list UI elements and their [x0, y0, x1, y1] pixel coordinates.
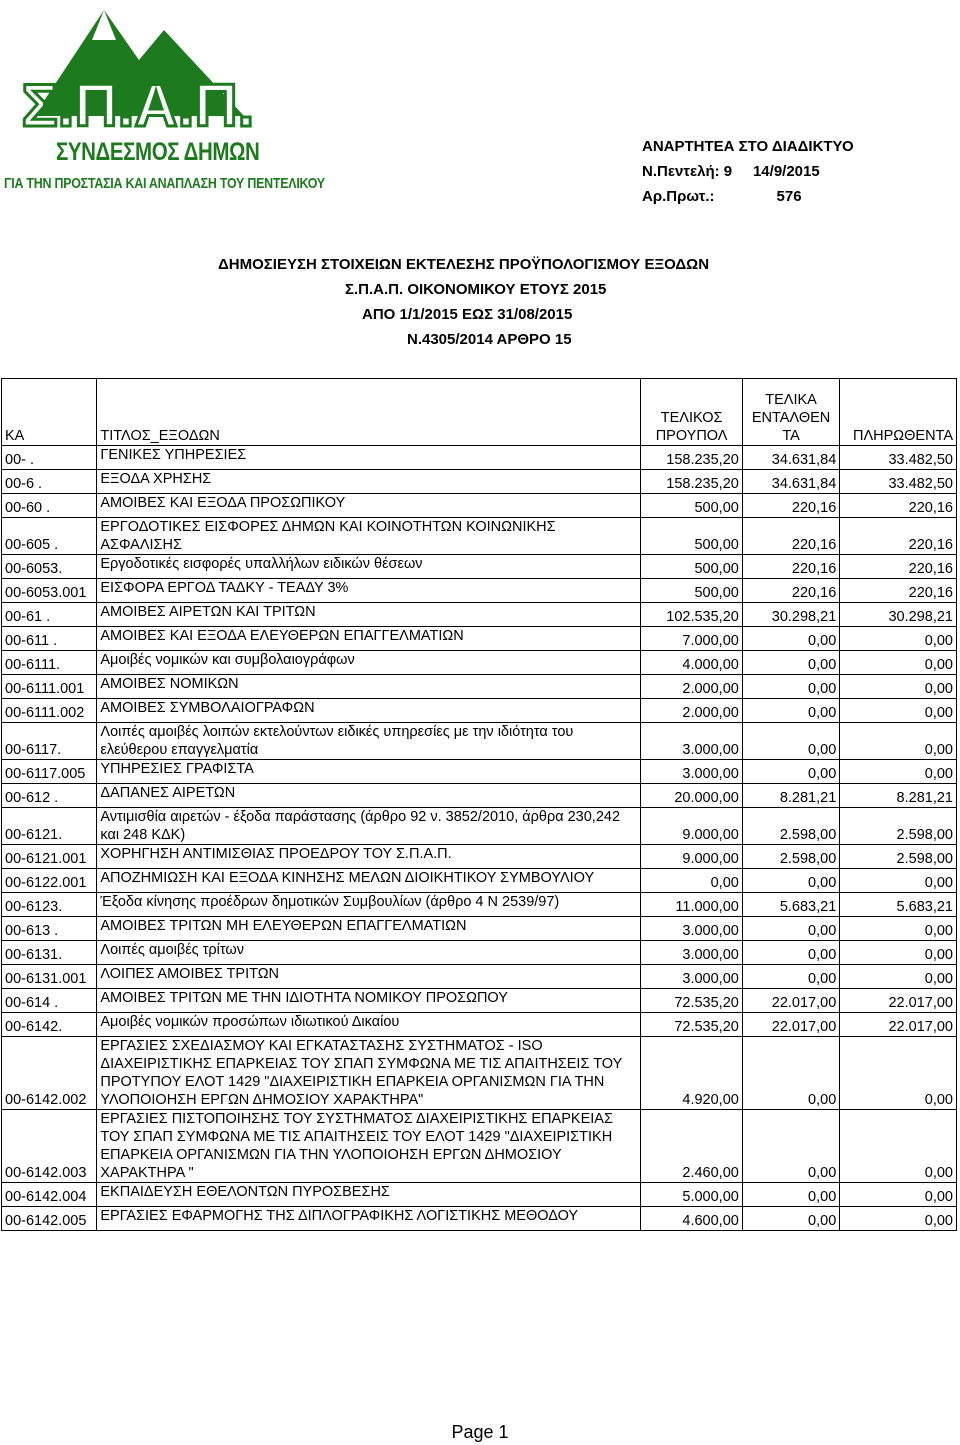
table-row — [2, 1183, 957, 1207]
row-budget: 3.000,00 — [641, 760, 742, 784]
title-period: ΑΠΟ 1/1/2015 ΕΩΣ 31/08/2015 — [362, 306, 573, 323]
row-paid: 0,00 — [840, 1183, 957, 1207]
row-committed: 220,16 — [742, 494, 839, 518]
row-committed: 0,00 — [742, 675, 839, 699]
row-budget: 3.000,00 — [641, 965, 742, 989]
table-row — [2, 1013, 957, 1037]
table-row — [2, 965, 957, 989]
row-description: Λοιπές αμοιβές τρίτων — [97, 941, 641, 965]
row-code: 00-6121. — [2, 808, 97, 845]
row-budget: 4.000,00 — [641, 651, 742, 675]
row-committed: 0,00 — [742, 699, 839, 723]
row-code: 00-6142.003 — [2, 1110, 97, 1183]
row-committed: 220,16 — [742, 518, 839, 555]
expenses-table — [1, 378, 957, 1231]
table-row — [2, 723, 957, 760]
row-description: ΕΙΣΦΟΡΑ ΕΡΓΟΔ ΤΑΔΚΥ - ΤΕΑΔΥ 3% — [97, 579, 641, 603]
row-budget: 7.000,00 — [641, 627, 742, 651]
row-description: Αμοιβές νομικών προσώπων ιδιωτικού Δικαίου — [97, 1013, 641, 1037]
row-description: ΛΟΙΠΕΣ ΑΜΟΙΒΕΣ ΤΡΙΤΩΝ — [97, 965, 641, 989]
row-committed: 22.017,00 — [742, 989, 839, 1013]
row-description: ΕΡΓΑΣΙΕΣ ΣΧΕΔΙΑΣΜΟΥ ΚΑΙ ΕΓΚΑΤΑΣΤΑΣΗΣ ΣΥΣΤΗΜΑΤΟΣ - ISO ΔΙΑΧΕΙΡΙΣΤΙΚΗΣ ΕΠΑΡΚΕΙΑΣ ΤΟΥ ΣΠΑΠ ΣΥΜΦΩΝΑ ΜΕ ΤΙΣ ΑΠΑΙΤΗΣΕΙΣ ΤΟΥ ΠΡΟΤΥΠΟΥ ΕΛΟΤ 1429 "ΔΙΑΧΕΙΡΙΣΤΙΚΗ ΕΠΑΡΚΕΙΑ ΟΡΓΑΝΙΣΜΩΝ ΓΙΑ ΤΗΝ ΥΛΟΠΟΙΟΗΣΗ ΕΡΓΩΝ ΔΗΜΟΣΙΟΥ ΧΑΡΑΚΤΗΡΑ" — [97, 1037, 641, 1110]
row-committed: 2.598,00 — [742, 845, 839, 869]
protocol-label: Αρ.Πρωτ.: — [642, 188, 715, 205]
page-number: Page 1 — [451, 1422, 509, 1442]
row-paid: 2.598,00 — [840, 845, 957, 869]
row-code: 00-6053. — [2, 555, 97, 579]
row-budget: 4.920,00 — [641, 1037, 742, 1110]
row-paid: 0,00 — [840, 723, 957, 760]
row-budget: 4.600,00 — [641, 1207, 742, 1231]
row-budget: 3.000,00 — [641, 723, 742, 760]
header-paid: ΠΛΗΡΩΘΕΝΤΑ — [840, 379, 957, 446]
row-description: ΑΜΟΙΒΕΣ ΚΑΙ ΕΞΟΔΑ ΕΛΕΥΘΕΡΩΝ ΕΠΑΓΓΕΛΜΑΤΙΩΝ — [97, 627, 641, 651]
header-title: ΤΙΤΛΟΣ_ΕΞΟΔΩΝ — [97, 379, 641, 446]
table-row — [2, 784, 957, 808]
row-committed: 22.017,00 — [742, 1013, 839, 1037]
table-row — [2, 555, 957, 579]
row-code: 00-6123. — [2, 893, 97, 917]
row-committed: 0,00 — [742, 941, 839, 965]
row-code: 00-6 . — [2, 470, 97, 494]
row-code: 00-613 . — [2, 917, 97, 941]
logo-graphic — [4, 0, 272, 140]
table-row — [2, 893, 957, 917]
place-date-line — [642, 159, 854, 184]
row-description: ΑΠΟΖΗΜΙΩΣΗ ΚΑΙ ΕΞΟΔΑ ΚΙΝΗΣΗΣ ΜΕΛΩΝ ΔΙΟΙΚΗΤΙΚΟΥ ΣΥΜΒΟΥΛΙΟΥ — [97, 869, 641, 893]
row-code: 00-614 . — [2, 989, 97, 1013]
row-paid: 0,00 — [840, 1037, 957, 1110]
row-code: 00-6131.001 — [2, 965, 97, 989]
row-paid: 5.683,21 — [840, 893, 957, 917]
row-paid: 0,00 — [840, 1207, 957, 1231]
row-description: ΕΡΓΑΣΙΕΣ ΕΦΑΡΜΟΓΗΣ ΤΗΣ ΔΙΠΛΟΓΡΑΦΙΚΗΣ ΛΟΓΙΣΤΙΚΗΣ ΜΕΘΟΔΟΥ — [97, 1207, 641, 1231]
row-description: ΑΜΟΙΒΕΣ ΤΡΙΤΩΝ ΜΗ ΕΛΕΥΘΕΡΩΝ ΕΠΑΓΓΕΛΜΑΤΙΩΝ — [97, 917, 641, 941]
header-committed: ΤΕΛΙΚΑ ΕΝΤΑΛΘΕΝ ΤΑ — [742, 379, 839, 446]
logo-line-1: ΣΥΝΔΕΣΜΟΣ ΔΗΜΩΝ — [56, 138, 260, 166]
row-description: Εργοδοτικές εισφορές υπαλλήλων ειδικών θέσεων — [97, 555, 641, 579]
row-committed: 0,00 — [742, 1037, 839, 1110]
row-budget: 9.000,00 — [641, 845, 742, 869]
row-description: ΓΕΝΙΚΕΣ ΥΠΗΡΕΣΙΕΣ — [97, 446, 641, 470]
row-committed: 220,16 — [742, 555, 839, 579]
row-paid: 220,16 — [840, 518, 957, 555]
row-committed: 0,00 — [742, 1207, 839, 1231]
row-committed: 0,00 — [742, 917, 839, 941]
row-code: 00-6117. — [2, 723, 97, 760]
table-row — [2, 808, 957, 845]
table-row — [2, 941, 957, 965]
row-code: 00-6111. — [2, 651, 97, 675]
row-paid: 0,00 — [840, 1110, 957, 1183]
row-committed: 0,00 — [742, 723, 839, 760]
table-row — [2, 627, 957, 651]
organization-logo — [4, 0, 325, 200]
table-row — [2, 470, 957, 494]
table-header-row — [2, 379, 957, 446]
row-budget: 3.000,00 — [641, 941, 742, 965]
logo-letters: Σ.Π.Α.Π. — [21, 72, 255, 139]
row-code: 00-6117.005 — [2, 760, 97, 784]
title-main: ΔΗΜΟΣΙΕΥΣΗ ΣΤΟΙΧΕΙΩΝ ΕΚΤΕΛΕΣΗΣ ΠΡΟΫΠΟΛΟΓΙΣΜΟΥ ΕΞΟΔΩΝ — [218, 256, 710, 273]
row-committed: 0,00 — [742, 651, 839, 675]
table-row — [2, 917, 957, 941]
row-committed: 0,00 — [742, 760, 839, 784]
row-code: 00-6121.001 — [2, 845, 97, 869]
row-code: 00-6122.001 — [2, 869, 97, 893]
row-code: 00-6142.004 — [2, 1183, 97, 1207]
row-paid: 22.017,00 — [840, 1013, 957, 1037]
header-budget: ΤΕΛΙΚΟΣ ΠΡΟΥΠΟΛ — [641, 379, 742, 446]
row-code: 00-605 . — [2, 518, 97, 555]
row-budget: 500,00 — [641, 494, 742, 518]
row-code: 00-60 . — [2, 494, 97, 518]
row-committed: 0,00 — [742, 1110, 839, 1183]
row-description: Αντιμισθία αιρετών - έξοδα παράστασης (άρθρο 92 ν. 3852/2010, άρθρα 230,242 και 248 ΚΔΚ) — [97, 808, 641, 845]
table-row — [2, 494, 957, 518]
row-committed: 34.631,84 — [742, 446, 839, 470]
protocol-number: 576 — [776, 188, 802, 205]
posting-info — [642, 134, 854, 209]
table-row — [2, 1037, 957, 1110]
row-budget: 500,00 — [641, 555, 742, 579]
row-budget: 500,00 — [641, 518, 742, 555]
row-budget: 72.535,20 — [641, 989, 742, 1013]
row-paid: 33.482,50 — [840, 470, 957, 494]
row-budget: 3.000,00 — [641, 917, 742, 941]
posting-date: 14/9/2015 — [752, 163, 820, 180]
row-code: 00-612 . — [2, 784, 97, 808]
row-paid: 0,00 — [840, 675, 957, 699]
row-description: Λοιπές αμοιβές λοιπών εκτελούντων ειδικές υπηρεσίες με την ιδιότητα του ελεύθερου επαγγελματία — [97, 723, 641, 760]
row-code: 00- . — [2, 446, 97, 470]
row-budget: 5.000,00 — [641, 1183, 742, 1207]
row-paid: 33.482,50 — [840, 446, 957, 470]
row-description: ΕΡΓΑΣΙΕΣ ΠΙΣΤΟΠΟΙΗΣΗΣ ΤΟΥ ΣΥΣΤΗΜΑΤΟΣ ΔΙΑΧΕΙΡΙΣΤΙΚΗΣ ΕΠΑΡΚΕΙΑΣ ΤΟΥ ΣΠΑΠ ΣΥΜΦΩΝΑ ΜΕ ΤΙΣ ΑΠΑΙΤΗΣΕΙΣ ΤΟΥ ΕΛΟΤ 1429 "ΔΙΑΧΕΙΡΙΣΤΙΚΗ ΕΠΑΡΚΕΙΑ ΟΡΓΑΝΙΣΜΩΝ ΓΙΑ ΤΗΝ ΥΛΟΠΟΙΟΗΣΗ ΕΡΓΩΝ ΔΗΜΟΣΙΟΥ ΧΑΡΑΚΤΗΡΑ " — [97, 1110, 641, 1183]
row-committed: 5.683,21 — [742, 893, 839, 917]
row-budget: 72.535,20 — [641, 1013, 742, 1037]
row-description: Έξοδα κίνησης προέδρων δημοτικών Συμβουλίων (άρθρο 4 Ν 2539/97) — [97, 893, 641, 917]
row-code: 00-6111.001 — [2, 675, 97, 699]
table-row — [2, 446, 957, 470]
table-row — [2, 579, 957, 603]
row-code: 00-6142. — [2, 1013, 97, 1037]
row-description: ΕΞΟΔΑ ΧΡΗΣΗΣ — [97, 470, 641, 494]
row-paid: 0,00 — [840, 651, 957, 675]
row-description: ΑΜΟΙΒΕΣ ΑΙΡΕΤΩΝ ΚΑΙ ΤΡΙΤΩΝ — [97, 603, 641, 627]
row-paid: 8.281,21 — [840, 784, 957, 808]
row-code: 00-611 . — [2, 627, 97, 651]
row-budget: 102.535,20 — [641, 603, 742, 627]
row-description: ΔΑΠΑΝΕΣ ΑΙΡΕΤΩΝ — [97, 784, 641, 808]
table-row — [2, 651, 957, 675]
row-budget: 2.460,00 — [641, 1110, 742, 1183]
table-row — [2, 760, 957, 784]
row-paid: 2.598,00 — [840, 808, 957, 845]
posting-label: ΑΝΑΡΤΗΤΕΑ ΣΤΟ ΔΙΑΔΙΚΤΥΟ — [642, 138, 854, 155]
table-row — [2, 1110, 957, 1183]
row-paid: 0,00 — [840, 917, 957, 941]
row-committed: 34.631,84 — [742, 470, 839, 494]
row-budget: 158.235,20 — [641, 470, 742, 494]
row-description: ΥΠΗΡΕΣΙΕΣ ΓΡΑΦΙΣΤΑ — [97, 760, 641, 784]
row-paid: 0,00 — [840, 941, 957, 965]
row-paid: 0,00 — [840, 627, 957, 651]
row-paid: 0,00 — [840, 760, 957, 784]
logo-line-2: ΓΙΑ ΤΗΝ ΠΡΟΣΤΑΣΙΑ ΚΑΙ ΑΝΑΠΛΑΣΗ ΤΟΥ ΠΕΝΤΕΛΙΚΟΥ — [4, 175, 325, 192]
title-org-year: Σ.Π.Α.Π. ΟΙΚΟΝΟΜΙΚΟΥ ΕΤΟΥΣ 2015 — [345, 281, 607, 298]
protocol-line — [642, 184, 854, 209]
row-committed: 0,00 — [742, 627, 839, 651]
row-budget: 2.000,00 — [641, 699, 742, 723]
row-paid: 220,16 — [840, 494, 957, 518]
row-budget: 9.000,00 — [641, 808, 742, 845]
row-committed: 220,16 — [742, 579, 839, 603]
row-committed: 0,00 — [742, 965, 839, 989]
row-budget: 20.000,00 — [641, 784, 742, 808]
table-row — [2, 675, 957, 699]
row-description: ΑΜΟΙΒΕΣ ΚΑΙ ΕΞΟΔΑ ΠΡΟΣΩΠΙΚΟΥ — [97, 494, 641, 518]
row-description: ΑΜΟΙΒΕΣ ΣΥΜΒΟΛΑΙΟΓΡΑΦΩΝ — [97, 699, 641, 723]
row-budget: 2.000,00 — [641, 675, 742, 699]
row-budget: 0,00 — [641, 869, 742, 893]
row-code: 00-6131. — [2, 941, 97, 965]
row-budget: 500,00 — [641, 579, 742, 603]
row-committed: 0,00 — [742, 1183, 839, 1207]
table-row — [2, 989, 957, 1013]
row-code: 00-6142.002 — [2, 1037, 97, 1110]
row-description: ΧΟΡΗΓΗΣΗ ΑΝΤΙΜΙΣΘΙΑΣ ΠΡΟΕΔΡΟΥ ΤΟΥ Σ.Π.Α.Π. — [97, 845, 641, 869]
row-paid: 30.298,21 — [840, 603, 957, 627]
place-label: Ν.Πεντελή: 9 — [642, 163, 733, 180]
row-code: 00-6053.001 — [2, 579, 97, 603]
row-code: 00-61 . — [2, 603, 97, 627]
row-committed: 8.281,21 — [742, 784, 839, 808]
row-description: Αμοιβές νομικών και συμβολαιογράφων — [97, 651, 641, 675]
row-committed: 0,00 — [742, 869, 839, 893]
row-description: ΕΚΠΑΙΔΕΥΣΗ ΕΘΕΛΟΝΤΩΝ ΠΥΡΟΣΒΕΣΗΣ — [97, 1183, 641, 1207]
table-row — [2, 845, 957, 869]
row-budget: 158.235,20 — [641, 446, 742, 470]
row-committed: 2.598,00 — [742, 808, 839, 845]
row-paid: 0,00 — [840, 965, 957, 989]
row-code: 00-6111.002 — [2, 699, 97, 723]
row-paid: 0,00 — [840, 869, 957, 893]
table-row — [2, 603, 957, 627]
row-committed: 30.298,21 — [742, 603, 839, 627]
table-row — [2, 518, 957, 555]
table-row — [2, 699, 957, 723]
header-code: ΚΑ — [2, 379, 97, 446]
row-description: ΑΜΟΙΒΕΣ ΤΡΙΤΩΝ ΜΕ ΤΗΝ ΙΔΙΟΤΗΤΑ ΝΟΜΙΚΟΥ ΠΡΟΣΩΠΟΥ — [97, 989, 641, 1013]
row-paid: 0,00 — [840, 699, 957, 723]
table-row — [2, 869, 957, 893]
row-description: ΑΜΟΙΒΕΣ ΝΟΜΙΚΩΝ — [97, 675, 641, 699]
row-code: 00-6142.005 — [2, 1207, 97, 1231]
table-row — [2, 1207, 957, 1231]
row-budget: 11.000,00 — [641, 893, 742, 917]
title-law: Ν.4305/2014 ΑΡΘΡΟ 15 — [407, 331, 572, 348]
row-paid: 220,16 — [840, 579, 957, 603]
row-paid: 22.017,00 — [840, 989, 957, 1013]
row-paid: 220,16 — [840, 555, 957, 579]
row-description: ΕΡΓΟΔΟΤΙΚΕΣ ΕΙΣΦΟΡΕΣ ΔΗΜΩΝ ΚΑΙ ΚΟΙΝΟΤΗΤΩΝ ΚΟΙΝΩΝΙΚΗΣ ΑΣΦΑΛΙΣΗΣ — [97, 518, 641, 555]
